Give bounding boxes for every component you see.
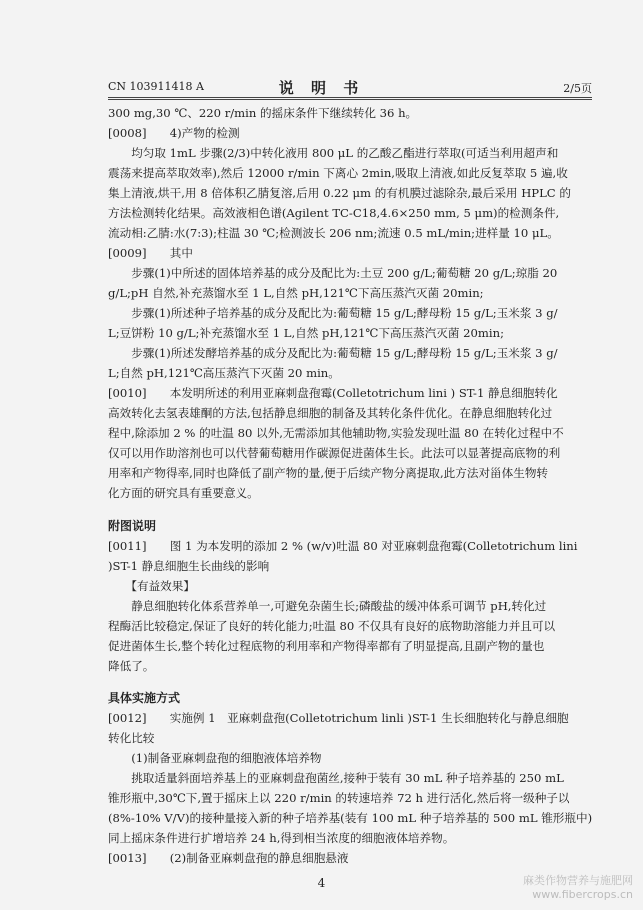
text-line: 步骤(1)所述发酵培养基的成分及配比为:葡萄糖 15 g/L;酵母粉 15 g/L;玉米浆 3 g/ bbox=[108, 346, 558, 360]
text-line: 锥形瓶中,30℃下,置于摇床上以 220 r/min 的转速培养 72 h 进行活化,然后将一级种子以 bbox=[108, 791, 570, 805]
text-line: 挑取适量斜面培养基上的亚麻刺盘孢菌丝,接种于装有 30 mL 种子培养基的 250 mL bbox=[108, 771, 564, 785]
text-line: [0013] (2)制备亚麻刺盘孢的静息细胞悬液 bbox=[108, 851, 349, 865]
text-line: 降低了。 bbox=[108, 659, 155, 673]
text-line: 静息细胞转化体系营养单一,可避免杂菌生长;磷酸盐的缓冲体系可调节 pH,转化过 bbox=[108, 599, 547, 613]
text-line: 程中,除添加 2 % 的吐温 80 以外,无需添加其他辅助物,实验发现吐温 80 在转化过程中不 bbox=[108, 426, 564, 440]
text-line: 用率和产物得率,同时也降低了副产物的量,便于后续产物分离提取,此方法对甾体生物转 bbox=[108, 466, 549, 480]
text-line: [0010] 本发明所述的利用亚麻刺盘孢霉(Colletotrichum lini ) ST-1 静息细胞转化 bbox=[108, 386, 558, 400]
section-heading: 附图说明 bbox=[108, 519, 157, 533]
text-line: 仅可以用作助溶剂也可以代替葡萄糖用作碳源促进菌体生长。此法可以显著提高底物的利 bbox=[108, 446, 561, 460]
watermark-line-2: www.fibercrops.cn bbox=[532, 888, 633, 901]
text-line: (8%-10% V/V)的接种量接入新的种子培养基(装有 100 mL 种子培养基的 500 mL 锥形瓶中) bbox=[108, 811, 593, 825]
text-line: 震荡来提高萃取效率),然后 12000 r/min 下离心 2min,吸取上清液,如此反复萃取 5 遍,收 bbox=[108, 166, 568, 180]
header-rule-2 bbox=[108, 99, 592, 100]
text-line: [0011] 图 1 为本发明的添加 2 % (w/v)吐温 80 对亚麻刺盘孢霉(Colletotrichum lini bbox=[108, 539, 578, 553]
watermark-line-1: 麻类作物营养与施肥网 bbox=[523, 874, 633, 887]
text-line: 步骤(1)所述种子培养基的成分及配比为:葡萄糖 15 g/L;酵母粉 15 g/L;玉米浆 3 g/ bbox=[108, 306, 558, 320]
text-line: 化方面的研究具有重要意义。 bbox=[108, 486, 259, 500]
page-indicator: 2/5页 bbox=[563, 82, 592, 95]
page-number: 4 bbox=[317, 876, 326, 890]
text-line: )ST-1 静息细胞生长曲线的影响 bbox=[108, 559, 270, 573]
header-rule bbox=[108, 97, 592, 98]
text-line: [0009] 其中 bbox=[108, 246, 193, 260]
text-line: 步骤(1)中所述的固体培养基的成分及配比为:土豆 200 g/L;葡萄糖 20 g/L;琼脂 20 bbox=[108, 266, 558, 280]
text-line: L;自然 pH,121℃高压蒸汽下灭菌 20 min。 bbox=[108, 366, 340, 380]
document-title: 说 明 书 bbox=[278, 79, 365, 97]
text-line: 程酶活比较稳定,保证了良好的转化能力;吐温 80 不仅具有良好的底物助溶能力并且可以 bbox=[108, 619, 556, 633]
text-line: [0012] 实施例 1 亚麻刺盘孢(Colletotrichum linli )ST-1 生长细胞转化与静息细胞 bbox=[108, 711, 569, 725]
text-line: L;豆饼粉 10 g/L;补充蒸馏水至 1 L,自然 pH,121℃下高压蒸汽灭菌 20min; bbox=[108, 326, 504, 340]
text-line: [0008] 4)产物的检测 bbox=[108, 126, 240, 140]
text-line: 集上清液,烘干,用 8 倍体积乙腈复溶,后用 0.22 μm 的有机膜过滤除杂,最后采用 HPLC 的 bbox=[108, 186, 571, 200]
text-line: 同上摇床条件进行扩增培养 24 h,得到相当浓度的细胞液体培养物。 bbox=[108, 831, 455, 845]
text-line: 转化比较 bbox=[108, 731, 155, 745]
text-line: (1)制备亚麻刺盘孢的细胞液体培养物 bbox=[108, 751, 322, 765]
text-line: 【有益效果】 bbox=[108, 579, 195, 593]
text-line: 高效转化去氢表雄酮的方法,包括静息细胞的制备及其转化条件优化。在静息细胞转化过 bbox=[108, 406, 553, 420]
text-line: 300 mg,30 ℃、220 r/min 的摇床条件下继续转化 36 h。 bbox=[108, 106, 418, 120]
text-line: 促进菌体生长,整个转化过程底物的利用率和产物得率都有了明显提高,且副产物的量也 bbox=[108, 639, 545, 653]
text-line: g/L;pH 自然,补充蒸馏水至 1 L,自然 pH,121℃下高压蒸汽灭菌 20min; bbox=[108, 286, 484, 300]
text-line: 方法检测转化结果。高效液相色谱(Agilent TC-C18,4.6×250 mm, 5 μm)的检测条件, bbox=[108, 206, 560, 220]
text-line: 流动相:乙腈:水(7:3);柱温 30 ℃;检测波长 206 nm;流速 0.5 mL/min;进样量 10 μL。 bbox=[108, 226, 559, 240]
patent-number: CN 103911418 A bbox=[108, 80, 204, 93]
watermark bbox=[523, 874, 633, 902]
text-line: 均匀取 1mL 步骤(2/3)中转化液用 800 μL 的乙酸乙酯进行萃取(可适当利用超声和 bbox=[108, 146, 559, 160]
section-heading: 具体实施方式 bbox=[108, 691, 181, 705]
